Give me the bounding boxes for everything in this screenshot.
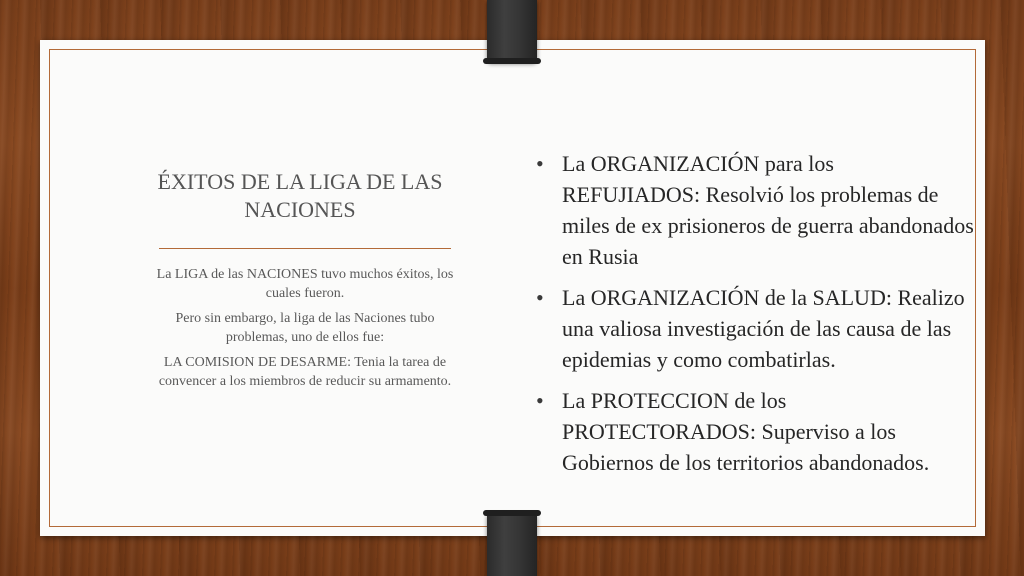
clip-lip	[483, 510, 541, 516]
binder-clip-top-icon	[487, 0, 537, 62]
bullet-text: La ORGANIZACIÓN de la SALUD: Realizo una valiosa investigación de las causa de las epidemias y como combatirlas.	[562, 285, 965, 372]
bullet-text: La PROTECCION de los PROTECTORADOS: Superviso a los Gobiernos de los territorios abandonados.	[562, 388, 930, 475]
bullet-list	[536, 148, 976, 478]
bullet-item	[536, 148, 976, 272]
intro-paragraph: La LIGA de las NACIONES tuvo muchos éxitos, los cuales fueron.	[156, 267, 454, 301]
slide-title: ÉXITOS DE LA LIGA DE LAS NACIONES	[157, 169, 443, 222]
bullet-item	[536, 385, 976, 478]
paper-sheet	[40, 40, 985, 536]
bullet-text: La ORGANIZACIÓN para los REFUJIADOS: Resolvió los problemas de miles de ex prisioneros de guerra abandonados en Rusia	[562, 151, 974, 269]
intro-paragraph: Pero sin embargo, la liga de las Naciones tubo problemas, uno de ellos fue:	[175, 311, 435, 345]
clip-lip	[483, 58, 541, 64]
bullet-icon: •	[536, 285, 544, 310]
intro-paragraph: LA COMISION DE DESARME: Tenia la tarea de convencer a los miembros de reducir su armamento.	[158, 355, 452, 389]
bullet-item	[536, 282, 976, 375]
bullet-icon: •	[536, 388, 544, 413]
title-divider	[159, 248, 451, 249]
binder-clip-bottom-icon	[487, 512, 537, 576]
title-column	[150, 168, 460, 397]
bullet-icon: •	[536, 151, 544, 176]
content-column	[536, 148, 976, 488]
intro-text	[150, 265, 460, 391]
